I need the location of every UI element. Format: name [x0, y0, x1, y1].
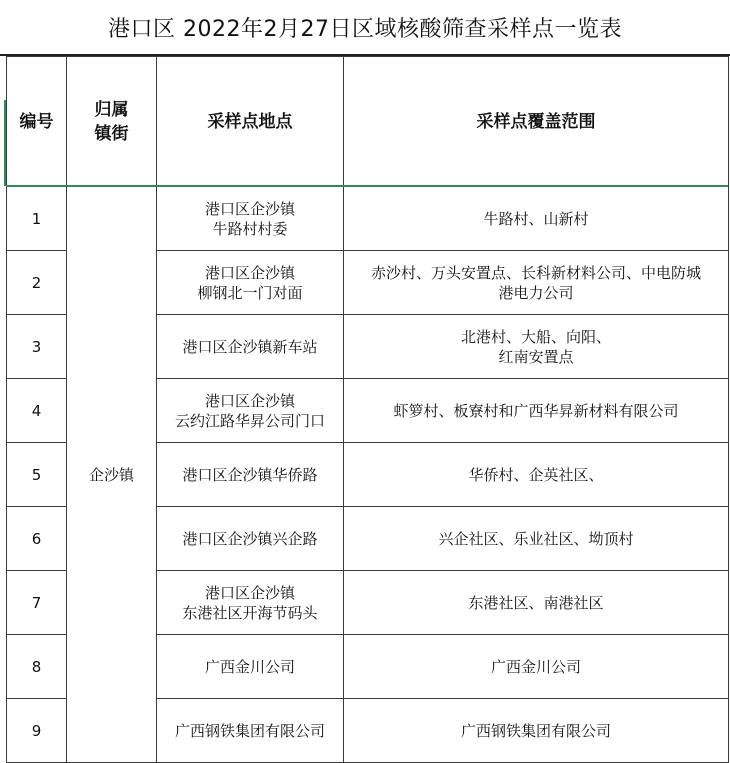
site-cell[interactable] — [157, 379, 344, 443]
coverage-cell[interactable] — [344, 187, 729, 251]
coverage-line: 广西金川公司 — [490, 657, 581, 676]
table-header-row — [7, 57, 729, 187]
site-cell[interactable] — [157, 315, 344, 379]
site-line: 东港社区开海节码头 — [182, 603, 318, 622]
coverage-line: 赤沙村、万头安置点、长科新材料公司、中电防城 — [370, 263, 701, 282]
header-site-cell[interactable] — [157, 57, 344, 187]
site-line: 港口区企沙镇 — [204, 583, 295, 602]
row-number-cell[interactable]: 5 — [7, 443, 67, 507]
selection-left-edge — [4, 100, 6, 186]
site-line: 牛路村村委 — [212, 219, 288, 238]
row-number-cell[interactable]: 3 — [7, 315, 67, 379]
site-line: 广西钢铁集团有限公司 — [174, 721, 325, 740]
row-number-cell[interactable]: 2 — [7, 251, 67, 315]
site-line: 港口区企沙镇兴企路 — [182, 529, 318, 548]
site-line: 柳钢北一门对面 — [197, 283, 303, 302]
site-cell[interactable] — [157, 507, 344, 571]
site-line: 港口区企沙镇 — [204, 391, 295, 410]
coverage-line: 牛路村、山新村 — [483, 209, 589, 228]
sheet-title[interactable]: 港口区 2022年2月27日区域核酸筛查采样点一览表 — [108, 16, 622, 42]
coverage-line: 东港社区、南港社区 — [468, 593, 604, 612]
coverage-cell[interactable] — [344, 699, 729, 763]
header-district-cell[interactable] — [67, 57, 157, 187]
row-number-cell[interactable]: 4 — [7, 379, 67, 443]
header-district-label-line1: 归属 — [94, 99, 129, 120]
coverage-line: 港电力公司 — [498, 283, 574, 302]
coverage-line: 红南安置点 — [498, 347, 574, 366]
site-line: 港口区企沙镇 — [204, 263, 295, 282]
row-number-cell[interactable]: 6 — [7, 507, 67, 571]
site-line: 广西金川公司 — [204, 657, 295, 676]
header-coverage-cell[interactable] — [344, 57, 729, 187]
coverage-cell[interactable] — [344, 379, 729, 443]
row-number-cell[interactable]: 8 — [7, 635, 67, 699]
table-row — [7, 187, 729, 251]
coverage-cell[interactable] — [344, 443, 729, 507]
site-line: 港口区企沙镇新车站 — [182, 337, 318, 356]
site-cell[interactable] — [157, 251, 344, 315]
site-line: 港口区企沙镇华侨路 — [182, 465, 318, 484]
sampling-sites-table — [6, 56, 729, 763]
coverage-cell[interactable] — [344, 571, 729, 635]
header-district-label-line2: 镇街 — [94, 123, 129, 144]
coverage-cell[interactable] — [344, 315, 729, 379]
header-index-label: 编号 — [19, 111, 54, 132]
site-line: 港口区企沙镇 — [204, 199, 295, 218]
site-cell[interactable] — [157, 187, 344, 251]
coverage-line: 虾箩村、板寮村和广西华昇新材料有限公司 — [393, 401, 679, 420]
coverage-line: 广西钢铁集团有限公司 — [460, 721, 611, 740]
coverage-line: 北港村、大船、向阳、 — [460, 327, 611, 346]
site-cell[interactable] — [157, 571, 344, 635]
coverage-line: 兴企社区、乐业社区、坳顶村 — [438, 529, 634, 548]
row-number-cell[interactable]: 9 — [7, 699, 67, 763]
site-cell[interactable] — [157, 635, 344, 699]
row-number-cell[interactable]: 1 — [7, 187, 67, 251]
site-cell[interactable] — [157, 699, 344, 763]
header-coverage-label: 采样点覆盖范围 — [476, 111, 596, 132]
header-index-cell[interactable] — [7, 57, 67, 187]
site-cell[interactable] — [157, 443, 344, 507]
selection-bottom-edge — [6, 185, 728, 187]
row-number-cell[interactable]: 7 — [7, 571, 67, 635]
coverage-line: 华侨村、企英社区、 — [468, 465, 604, 484]
coverage-cell[interactable] — [344, 251, 729, 315]
site-line: 云约江路华昇公司门口 — [174, 411, 325, 430]
district-cell[interactable]: 企沙镇 — [67, 187, 157, 763]
coverage-cell[interactable] — [344, 635, 729, 699]
coverage-cell[interactable] — [344, 507, 729, 571]
header-site-label: 采样点地点 — [207, 111, 293, 132]
